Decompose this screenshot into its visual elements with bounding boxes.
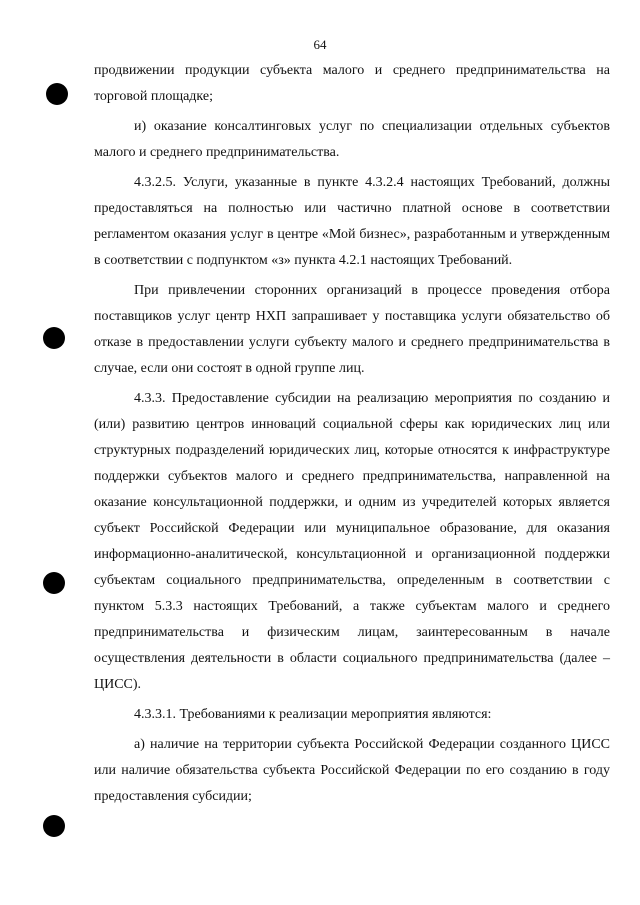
- paragraph-continuation: продвижении продукции субъекта малого и среднего предпринимательства на торговой площадке;: [94, 63, 610, 104]
- paragraph-third-party: При привлечении сторонних организаций в процессе проведения отбора поставщиков услуг центр НХП запрашивает у поставщика услуги обязательство об отказе в предоставлении услуги субъекту малого и среднего предпринимательства в случае, если они состоят в одной группе лиц.: [94, 283, 610, 376]
- paragraph-4-3-3-1: 4.3.3.1. Требованиями к реализации мероприятия являются:: [134, 707, 492, 722]
- paragraph-4-3-2-5: 4.3.2.5. Услуги, указанные в пункте 4.3.2.4 настоящих Требований, должны предоставляться на полностью или частично платной основе в соответствии регламентом оказания услуг в центре «Мой бизнес», разработанным и утвержденным в соответствии с подпунктом «з» пункта 4.2.1 настоящих Требований.: [94, 175, 610, 268]
- paragraph-item-i: и) оказание консалтинговых услуг по специализации отдельных субъектов малого и среднего предпринимательства.: [94, 119, 610, 160]
- punch-hole-4: [43, 815, 65, 837]
- paragraph-item-a: а) наличие на территории субъекта Российской Федерации созданного ЦИСС или наличие обязательства субъекта Российской Федерации по его созданию в году предоставления субсидии;: [94, 737, 610, 804]
- punch-hole-2: [43, 327, 65, 349]
- punch-hole-1: [46, 83, 68, 105]
- punch-hole-3: [43, 572, 65, 594]
- page-number: 64: [313, 37, 327, 52]
- paragraph-4-3-3: 4.3.3. Предоставление субсидии на реализацию мероприятия по созданию и (или) развитию центров инноваций социальной сферы как юридических лиц или структурных подразделений юридических лиц, которые относятся к инфраструктуре поддержки субъектов малого и среднего предпринимательства, направленной на оказание консультационной поддержки, и одним из учредителей которых является субъект Российской Федерации или муниципальное образование, для оказания информационно-аналитической, консультационной и организационной поддержки субъектам социального предпринимательства, определенным в соответствии с пунктом 5.3.3 настоящих Требований, а также субъектам малого и среднего предпринимательства и физическим лицам, заинтересованным в начале осуществления деятельности в области социального предпринимательства (далее – ЦИСС).: [94, 391, 610, 692]
- document-body: [94, 58, 610, 810]
